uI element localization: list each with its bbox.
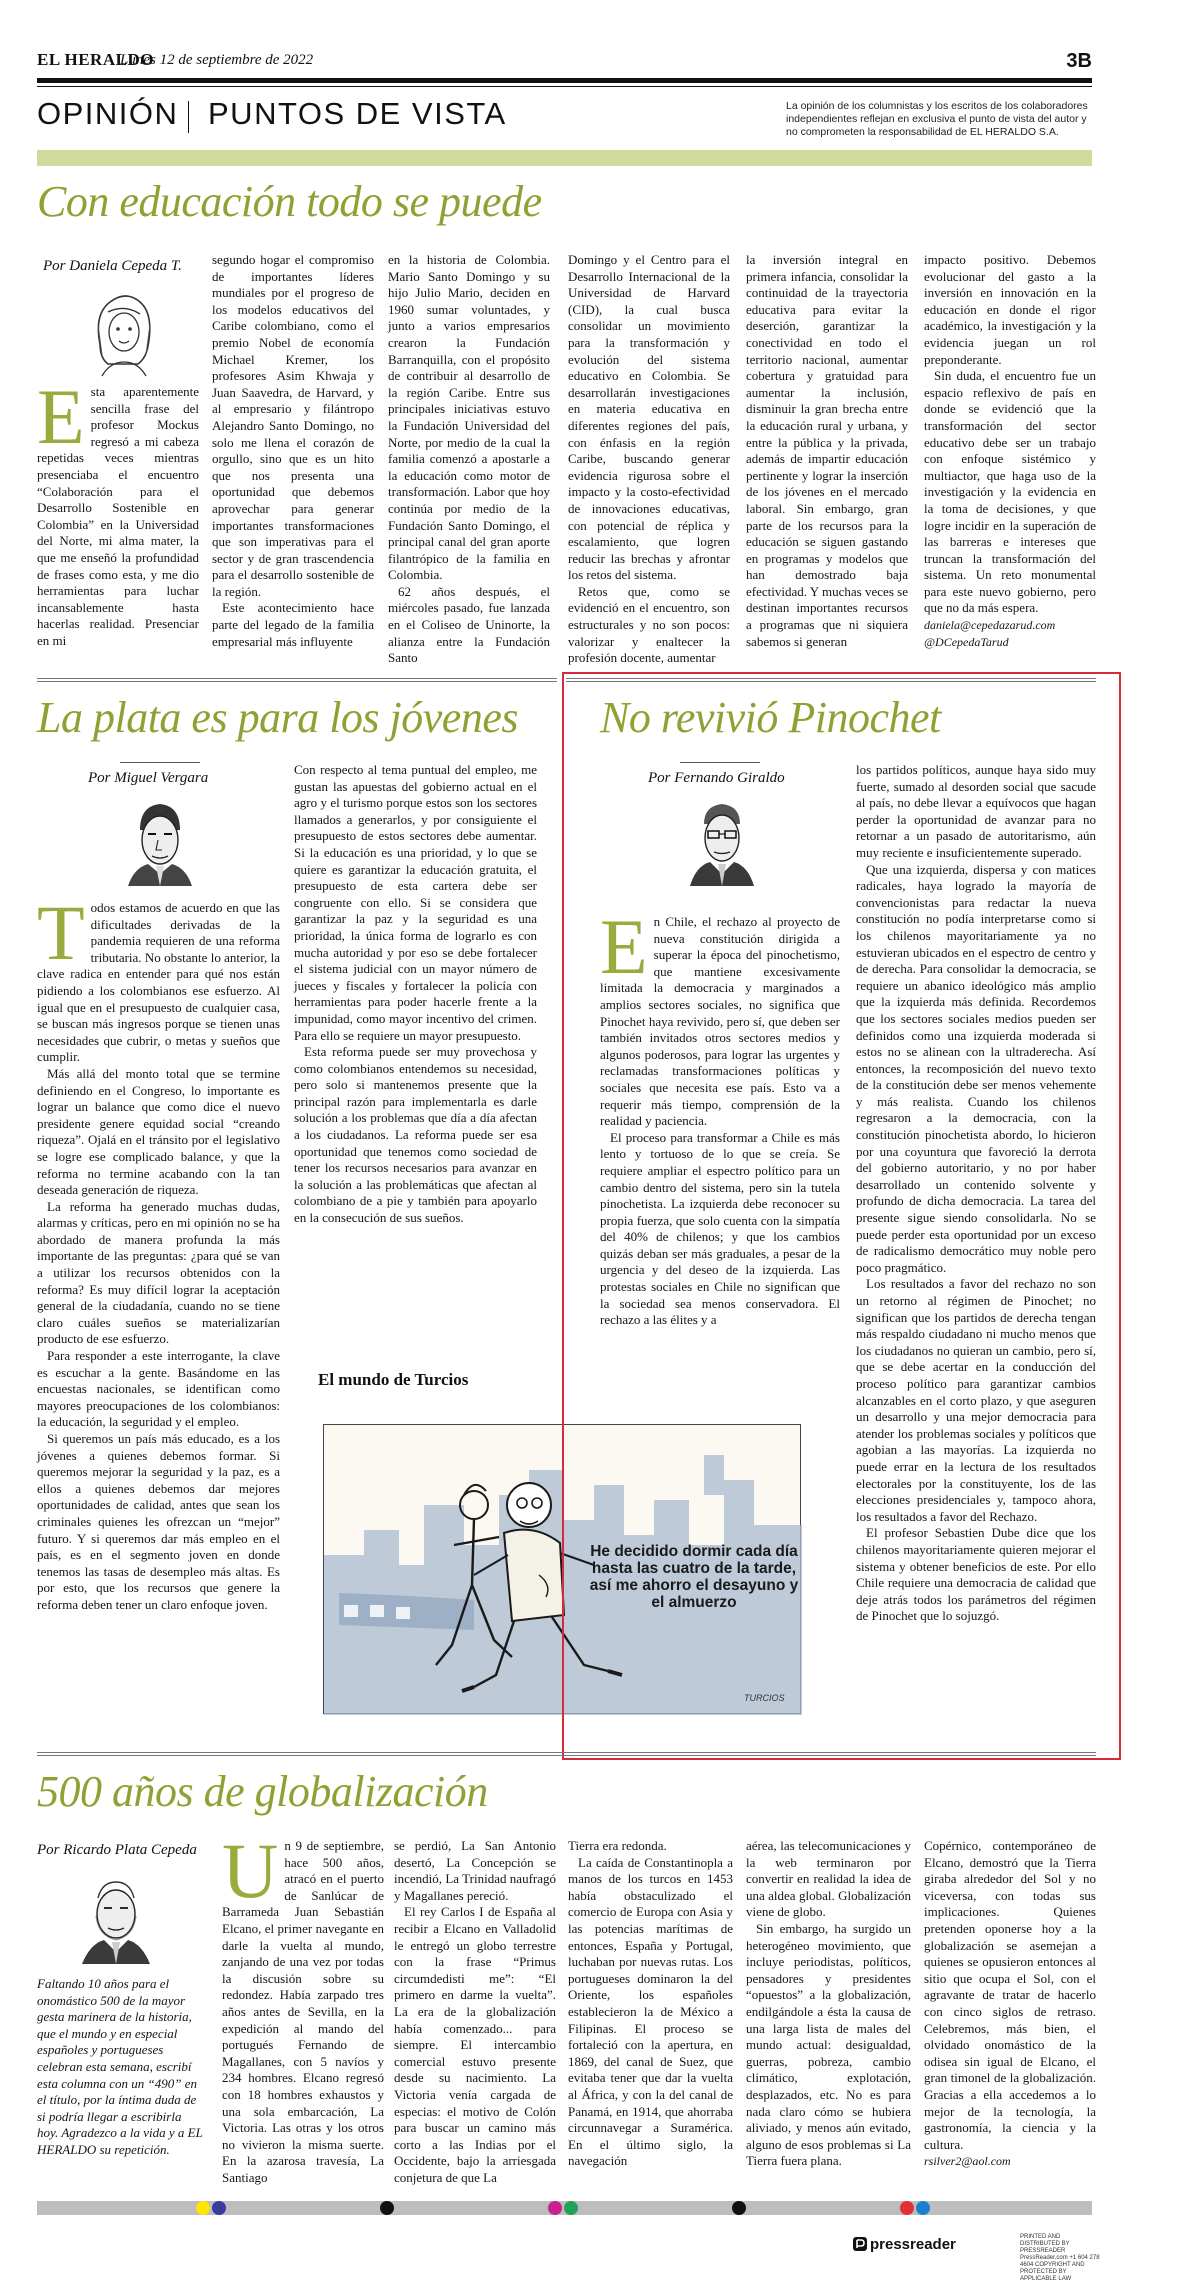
article-headline-globalization: 500 años de globalización [37, 1767, 488, 1816]
masthead-rule [37, 78, 1092, 83]
article-column [394, 1838, 556, 2186]
article-headline-pinochet: No revivió Pinochet [600, 693, 941, 742]
article-headline-youth: La plata es para los jóvenes [37, 693, 518, 742]
author-portrait-icon [72, 1868, 160, 1964]
drop-cap: E [37, 373, 85, 460]
paragraph: La reforma ha generado muchas dudas, alarmas y críticas, pero en mi opinión no se ha abordado de manera profunda la más importante de las preguntas: ¿para qué se van a utilizar los recursos obtenidos con la reforma? Es muy difícil lograr la aceptación general de la ciudadanía, cuando no se tiene claro cuáles sueños se materializarían producto de ese esfuerzo. [37, 1198, 280, 1347]
paragraph: odos estamos de acuerdo en que las dificultades derivadas de la pandemia requieren de una reforma tributaria. No obstante lo anterior, la clave radica en entender para qué nos están pidiendo a los colombianos ese esfuerzo. Al igual que en el presupuesto de cualquier casa, se buscan más ingresos porque se tienen unas necesidades que cubrir, o metas y sueños que cumplir. [37, 900, 280, 1065]
pressreader-fineprint: PRINTED AND DISTRIBUTED BY PRESSREADER PressReader.com +1 604 278 4604 COPYRIGHT AND PROTECTED BY APPLICABLE LAW [1020, 2234, 1100, 2282]
article-byline: Por Fernando Giraldo [648, 770, 785, 786]
article-column [746, 1838, 911, 2170]
paragraph: Que una izquierda, dispersa y con matices radicales, haya logrado la mayoría de convencionistas para redactar la nueva constitución no podía interpretarse como si los chilenos mayoritariamente ya no estuvieran ubicados en el espectro de centro y de derecha. Para consolidar la democracia, se requiere un abanico ideológico más amplio que la izquierda más definida. Recordemos que los sectores sociales medios pueden ser definidos como una izquierda moderada si estos no se alinean con la ultraderecha. Así entonces, la recomposición del nuevo texto de la constitución debe ser menos vehemente y más realista. Cuando los chilenos regresaron a la democracia, con la constitución pinochetista abordo, lo hicieron por una coyuntura que favoreció la derrota del gobierno autoritario, y no por haber desarrollado un contenido solvente y profundo de dicha democracia. La tarea del presente sigue siendo consolidarla. No se puede perder esta oportunidad por un exceso de radicalismo democrático muy noble pero poco pragmático. [856, 861, 1096, 1275]
paragraph: Tierra era redonda. [568, 1838, 667, 1853]
article-column [212, 252, 374, 650]
paragraph: Domingo y el Centro para el Desarrollo Internacional de la Universidad de Harvard (CID), la cual busca consolidar un movimiento para la transformación y evolución del sistema educativo en Colombia. Se desarrollarán investigaciones en materia educativa en diferentes regiones del país, con énfasis en la región Caribe, buscando generar evidencia rigurosa sobre el impacto y la costo-efectividad de innovaciones educativas, con potencial de réplica y escalamiento, que logren reducir las brechas y afrontar los retos del sistema. [568, 252, 730, 583]
article-byline: Por Ricardo Plata Cepeda [37, 1842, 197, 1858]
cartoonist-signature: TURCIOS [744, 1693, 785, 1703]
registration-dot-yellow-icon [196, 2201, 210, 2215]
article-column [222, 1827, 384, 2186]
paragraph: El proceso para transformar a Chile es más lento y tortuoso de lo que se creía. Se requiere ampliar el espectro político para un cambio dentro del sistema, pero sin la tutela pinochetista. La izquierda debe reconocer su propia fuerza, que solo cuenta con la simpatía del 40% de chilenos; y que los cambios quizás deban ser más graduales, a pesar de la urgencia y del deseo de la izquierda. Las protestas sociales en Chile no significan que la sociedad sea menos conservadora. El rechazo a las élites y a [600, 1129, 840, 1328]
paragraph: segundo hogar el compromiso de importantes líderes mundiales por el progreso de los modelos educativos del Caribe colombiano, como el premio Nobel de economía Michael Kremer, los profesores Asim Khwaja y Juan Saavedra, de Harvard, y al empresario y filántropo Alejandro Santo Domingo, no solo me llena el corazón de orgullo, sino que es un hito que nos presenta una oportunidad que debemos aprovechar para generar importantes transformaciones que son imperativas para el sector y de gran trascendencia para el desarrollo sostenible de la región. [212, 252, 374, 599]
author-portrait-icon [118, 794, 202, 886]
article-column [568, 1838, 733, 2170]
article-column [37, 373, 199, 650]
editorial-disclaimer: La opinión de los columnistas y los escritos de los colaboradores independientes reflejan en exclusiva el punto de vista del autor y no comprometen la responsabilidad de EL HERALDO S.A. [786, 100, 1088, 138]
section-title: OPINIÓN [37, 96, 179, 131]
paragraph: Para responder a este interrogante, la clave es escuchar a la gente. Basándome en las encuestas nacionales, se identifican como mayores preocupaciones de los colombianos: la educación, la seguridad y el empleo. [37, 1348, 280, 1430]
article-column [746, 252, 908, 650]
article-column [294, 762, 537, 1227]
byline-rule [120, 762, 200, 763]
paragraph: Los resultados a favor del rechazo no son un retorno al régimen de Pinochet; no significan que los partidos de derecha tengan más respaldo ciudadano ni mucho menos que los ciudadanos no quieran un cambio, pero sí, que se debe acertar en la conducción del proceso político para garantizar cambios alcanzables en el corto plazo, y que aseguren un desarrollo y una mejor democracia para atender los problemas sociales y políticos que agobian a las mayorías. La izquierda no puede errar en la lectura de los resultados electorales por la constituyente, los de las elecciones presidenciales y, tampoco ahora, los resultados a favor del Rechazo. [856, 1276, 1096, 1524]
paragraph: Esta reforma puede ser muy provechosa y como colombianos entendemos su necesidad, pero solo si mantenemos presente que la principal razón para implementarla es darle solución a los problemas que día a día afectan a los ciudadanos. La reforma puede ser esa oportunidad que tenemos como sociedad de tener los recursos necesarios para avanzar en la solución a las problemáticas que afectan al colombiano de a pie y también para apoyarlo en la consecución de sus sueños. [294, 1044, 537, 1226]
paragraph: n Chile, el rechazo al proyecto de nueva constitución dirigida a superar la época del pinochetismo, que mantiene excesivamente limitada la democracia y marginados a amplios sectores sociales, no significa que Pinochet haya revivido, pero sí, que deben ser también invitados otros sectores medios y algunos poderosos, para lograr las urgentes y reclamadas transformaciones políticas y sociales que necesita ese país. Esto va a requerir más tiempo, comprensión de la realidad y paciencia. [600, 914, 840, 1129]
registration-dot-red-icon [900, 2201, 914, 2215]
author-email[interactable]: rsilver2@aol.com [924, 2154, 1011, 2169]
paragraph: la inversión integral en primera infancia, consolidar la continuidad de la trayectoria educativa para evitar la deserción, garantizar la conectividad en todo el territorio nacional, aumentar cobertura y gratuidad para aumentar la inclusión, disminuir la gran brecha entre la educación rural y urbana, y entre la pública y la privada, además de impartir educación pertinente y lograr la inserción de los jóvenes en el mercado laboral. Sin embargo, gran parte de los recursos para la educación se siguen gastando en programas y modelos que han demostrado baja efectividad. Y muchas veces se destinan importantes recursos a programas que ni siquiera sabemos si generan [746, 252, 908, 649]
page-number: 3B [1066, 50, 1092, 72]
pressreader-brand[interactable]: pressreader [870, 2236, 956, 2253]
article-column [37, 889, 280, 1614]
paragraph: sta aparentemente sencilla frase del profesor Mockus regresó a mi cabeza repetidas veces mientras presenciaba el encuentro “Colaboración para el Desarrollo Sostenible en Colombia” en la Universidad del Norte, mi alma mater, la que me enseñó la profundidad de frases como esta, y me dio herramientas para luchar incansablemente hasta hacerlas realidad. Presenciar en mi [37, 384, 199, 648]
registration-dot-black-icon [380, 2201, 394, 2215]
article-column [568, 252, 730, 667]
author-email[interactable]: daniela@cepedazarud.com [924, 618, 1056, 633]
author-note: Faltando 10 años para el onomástico 500 de la mayor gesta marinera de la historia, que el mundo y en especial españoles y portugueses celebran esta semana, escribí esta columna con un “490” en el título, por la íntima duda de si podría llegar a escribirla hoy. Agradezco a la vida y a EL HERALDO su repetición. [37, 1976, 203, 2157]
pressreader-logo-icon [852, 2236, 868, 2252]
article-column [924, 252, 1096, 650]
paragraph: Si queremos un país más educado, es a los jóvenes a quienes debemos formar. Si queremos mejorar la seguridad y la paz, es a ellos a quienes debemos dar mejores oportunidades de calidad, antes que sean los criminales quienes les ofrezcan un “mejor” futuro. Y si queremos dar más empleo en el país, es en el segmento joven en donde tenemos las tasas de desempleo más altas. Es por esto, que los recursos que genere la reforma deben tener un claro enfoque joven. [37, 1431, 280, 1612]
paragraph: n 9 de septiembre, hace 500 años, atracó en el puerto de Sanlúcar de Barrameda Juan Sebastián Elcano, el primer navegante en darle la vuelta al mundo, zanjando de una vez por todas la discusión sobre su redondez. Había zarpado tres años antes de Sevilla, en la expedición al mando del portugués Fernando de Magallanes, con 5 navíos y 234 hombres. Elcano regresó con 18 hombres exhaustos y una sola embarcación, La Victoria. Las otras y los otros no vivieron la misma suerte. En la azarosa travesía, La Santiago [222, 1838, 384, 2185]
paragraph: El profesor Sebastien Dube dice que los chilenos mayoritariamente quieren mejorar el sistema y obtener beneficios de este. Por ello Chile requiere una democracia de calidad que deje atrás todos los parámetros del régimen de Pinochet que lo sojuzgó. [856, 1525, 1096, 1624]
article-byline: Por Daniela Cepeda T. [43, 258, 182, 274]
drop-cap: E [600, 903, 648, 990]
paragraph: impacto positivo. Debemos evolucionar del gasto a la inversión en innovación en la educación en donde el rigor académico, la investigación y la evidencia juegan un rol preponderante. [924, 252, 1096, 367]
cartoon-speech-text: He decidido dormir cada día hasta las cuatro de la tarde, así me ahorro el desayuno y el almuerzo [589, 1543, 799, 1611]
paragraph: se perdió, La San Antonio desertó, La Concepción se incendió, La Trinidad naufragó y Magallanes pereció. [394, 1838, 556, 1903]
paragraph: Copérnico, contemporáneo de Elcano, demostró que la Tierra giraba alrededor del Sol y no viceversa, con todas sus implicaciones. Quienes pretenden oponerse hoy a la globalización se asemejan a quienes se opusieron entonces al sitio que ocupa el Sol, con el agravante de tratar de hacerlo con cinco siglos de retraso. Celebremos, más bien, el olvidado onomástico de la odisea sin igual de Elcano, el gran timonel de la globalización. Gracias a ella accedemos a lo mejor de la tecnología, la gastronomía, la ciencia y la cultura. [924, 1838, 1096, 2152]
registration-dot-green-icon [564, 2201, 578, 2215]
registration-dot-cyan-icon [916, 2201, 930, 2215]
paragraph: Con respecto al tema puntual del empleo, me gustan las apuestas del gobierno actual en el agro y el turismo porque estos son los sectores llamados a generarlos, y por consiguiente el presupuesto de estos sectores debe aumentar. Si la educación es una prioridad, y lo que se quiere es garantizar la educación gratuita, el presupuesto de esta cartera debe ser congruente con ello. Si se considera que garantizar la paz y la seguridad es una prioridad, la única forma de lograrlo es con mucha autoridad y por eso se debe fortalecer el sistema judicial con un mayor número de jueces y fiscales y fortalecer la policía con herramientas para poder hacerle frente a la impunidad, como mayor incentivo del crimen. Para ello se requiere un mayor presupuesto. [294, 762, 537, 1043]
newspaper-name: EL HERALDO [37, 50, 154, 69]
paragraph: Sin duda, el encuentro fue un espacio reflexivo de país en donde se evidenció que la transformación del sector educativo debe ser un trabajo con enfoque sistémico y multiactor, que haga uso de la investigación y la evidencia en la toma de decisiones, y que logre incidir en la superación de las barreras e intereses que truncan la transformación del sistema. Un reto monumental para este nuevo gobierno, pero que no da más espera. [924, 368, 1096, 616]
section-subtitle: PUNTOS DE VISTA [208, 96, 507, 131]
drop-cap: T [37, 889, 85, 976]
registration-dot-magenta-icon [548, 2201, 562, 2215]
registration-dot-blue-icon [212, 2201, 226, 2215]
article-column [924, 1838, 1096, 2170]
paragraph: El rey Carlos I de España al recibir a Elcano en Valladolid le entregó un globo terrestre con la frase “Primus circumdedisti me”: “El primero en darme la vuelta”. La era de la globalización había comenzado... para siempre. El intercambio comercial estuvo presente desde su nacimiento. La Victoria venía cargada de especias: el motivo de Colón para buscar un camino más corto a las Indias por el Occidente, bajo la arriesgada conjetura de que La [394, 1904, 556, 2185]
article-byline: Por Miguel Vergara [88, 770, 209, 786]
paragraph: los partidos políticos, aunque haya sido muy fuerte, sumado al desorden social que sacude al país, no debe llevar a equívocos que hagan perder la oportunidad de avanzar para no retornar a un pasado de autoritarismo, aún muy reciente e insuficientemente superado. [856, 762, 1096, 860]
paragraph: 62 años después, el miércoles pasado, fue lanzada en el Coliseo de Uninorte, la alianza entre la Fundación Santo [388, 583, 550, 666]
article-column [388, 252, 550, 667]
section-divider [37, 1752, 1096, 1756]
paragraph: Más allá del monto total que se termine definiendo en el Congreso, lo importante es lograr un balance que como dice el nuevo presidente genere equidad social “creando riqueza”. Ojalá en el tránsito por el legislativo se logre ese complicado balance, y que la reforma no termine acabando con la tan deseada generación de riqueza. [37, 1065, 280, 1198]
paragraph: La caída de Constantinopla a manos de los turcos en 1453 había obstaculizado el comercio de Europa con Asia y las potencias marítimas de entonces, España y Portugal, luchaban por nuevas rutas. Los portugueses dominaron la del Oriente, los españoles establecieron la de México a Filipinas. El proceso se fortaleció con la apertura, en 1869, del canal de Suez, que evitaba tener que dar la vuelta al África, y con la del canal de Panamá, en 1914, que ahorraba circunnavegar a Suramérica. En el último siglo, la navegación [568, 1854, 733, 2169]
paragraph: en la historia de Colombia. Mario Santo Domingo y su hijo Julio Mario, deciden en 1960 sumar voluntades, y junto a varios empresarios crearon la Fundación Barranquilla, con el propósito de contribuir al desarrollo de la región Caribe. Entre sus principales iniciativas estuvo la Fundación Universidad del Norte, por medio de la cual la familia comenzó a apostarle a la educación como motor de transformación. Labor que hoy continúa por medio de la Fundación Santo Domingo, el principal canal del gran aporte filantrópico de la familia en Colombia. [388, 252, 550, 583]
section-separator [188, 101, 189, 133]
issue-date: Lunes 12 de septiembre de 2022 [120, 52, 314, 68]
paragraph: aérea, las telecomunicaciones y la web terminaron por convertir en realidad la idea de una aldea global. Globalización viene de globo. [746, 1838, 911, 1920]
article-headline-education: Con educación todo se puede [37, 177, 542, 226]
author-handle[interactable]: @DCepedaTarud [924, 634, 1009, 649]
paragraph: Sin embargo, ha surgido un heterogéneo movimiento, que incluye periodistas, políticos, pensadores y presidentes “opuestos” a la globalización, endilgándole a ésta la causa de una larga lista de males del mundo actual: desigualdad, guerras, pobreza, cambio climático, explotación, desplazados, etc. No es para nada claro cómo se hubiera aliviado, y menos aún evitado, alguno de esos problemas si La Tierra fuera plana. [746, 1920, 911, 2169]
section-color-band [37, 150, 1092, 166]
section-divider [37, 678, 557, 682]
author-portrait-icon [80, 284, 166, 376]
paragraph: Retos que, como se evidenció en el encuentro, son estructurales y no son pocos: valorizar y enaltecer la profesión docente, aumentar [568, 583, 730, 666]
selection-highlight-box [562, 672, 1121, 1760]
paragraph: Este acontecimiento hace parte del legado de la familia empresarial más influyente [212, 600, 374, 649]
masthead-rule-thin [37, 86, 1092, 87]
drop-cap: U [222, 1827, 279, 1914]
cartoon-title: El mundo de Turcios [318, 1370, 469, 1389]
registration-dot-black-icon [732, 2201, 746, 2215]
